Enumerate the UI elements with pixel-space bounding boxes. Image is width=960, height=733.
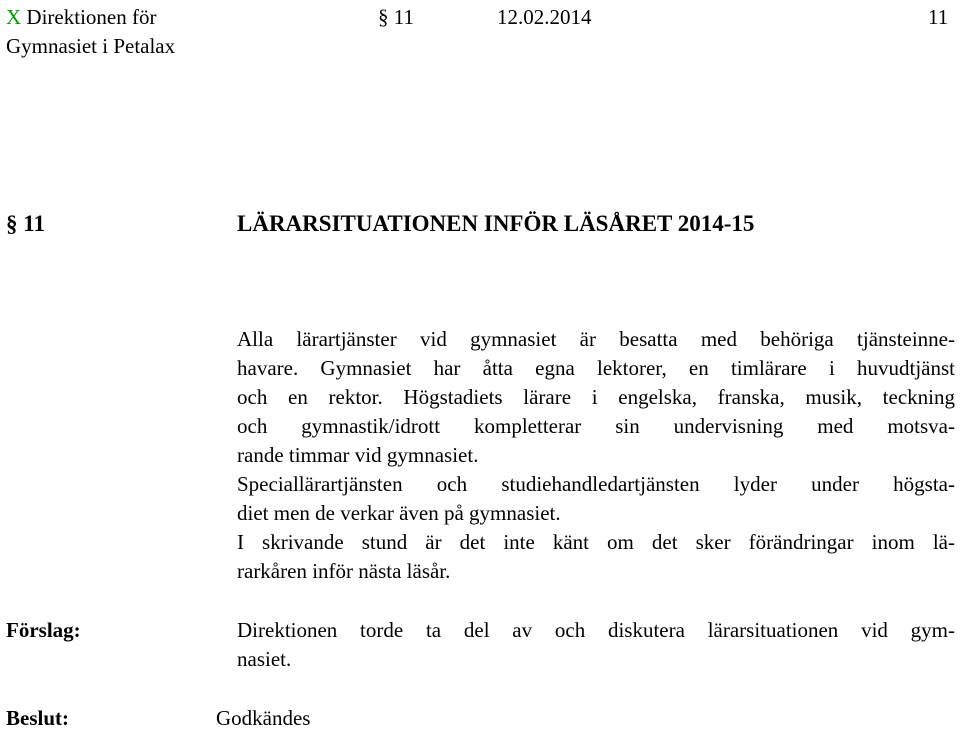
body-line: havare. Gymnasiet har åtta egna lektorer, en timlärare i huvudtjänst: [237, 356, 955, 380]
proposal-line: Direktionen torde ta del av och diskutera lärarsituationen vid gym-: [237, 618, 955, 642]
body-line: rarkåren inför nästa läsår.: [237, 559, 451, 583]
body-paragraph: [237, 325, 955, 586]
header-marker: X: [6, 5, 22, 29]
section-number: § 11: [6, 211, 45, 236]
decision-label: Beslut:: [6, 706, 69, 730]
body-line: diet men de verkar även på gymnasiet.: [237, 501, 561, 525]
header-org-line1: Direktionen för: [26, 5, 157, 29]
decision-text: Godkändes: [216, 706, 311, 730]
header-date: 12.02.2014: [497, 5, 592, 29]
body-line: Alla lärartjänster vid gymnasiet är besatta med behöriga tjänsteinne-: [237, 327, 955, 351]
proposal-text: [237, 616, 955, 674]
body-line: I skrivande stund är det inte känt om det sker förändringar inom lä-: [237, 530, 955, 554]
header-section-ref: § 11: [378, 5, 414, 29]
proposal-line: nasiet.: [237, 647, 292, 671]
body-line: rande timmar vid gymnasiet.: [237, 443, 479, 467]
header-page-number: 11: [928, 5, 949, 29]
proposal-label: Förslag:: [6, 618, 81, 642]
document-header-organization: [6, 3, 175, 61]
body-line: och gymnastik/idrott kompletterar sin undervisning med motsva-: [237, 414, 955, 438]
body-line: Speciallärartjänsten och studiehandledartjänsten lyder under högsta-: [237, 472, 955, 496]
header-org-line2: Gymnasiet i Petalax: [6, 34, 176, 58]
section-title: LÄRARSITUATIONEN INFÖR LÄSÅRET 2014-15: [237, 211, 755, 236]
body-line: och en rektor. Högstadiets lärare i engelska, franska, musik, teckning: [237, 385, 955, 409]
